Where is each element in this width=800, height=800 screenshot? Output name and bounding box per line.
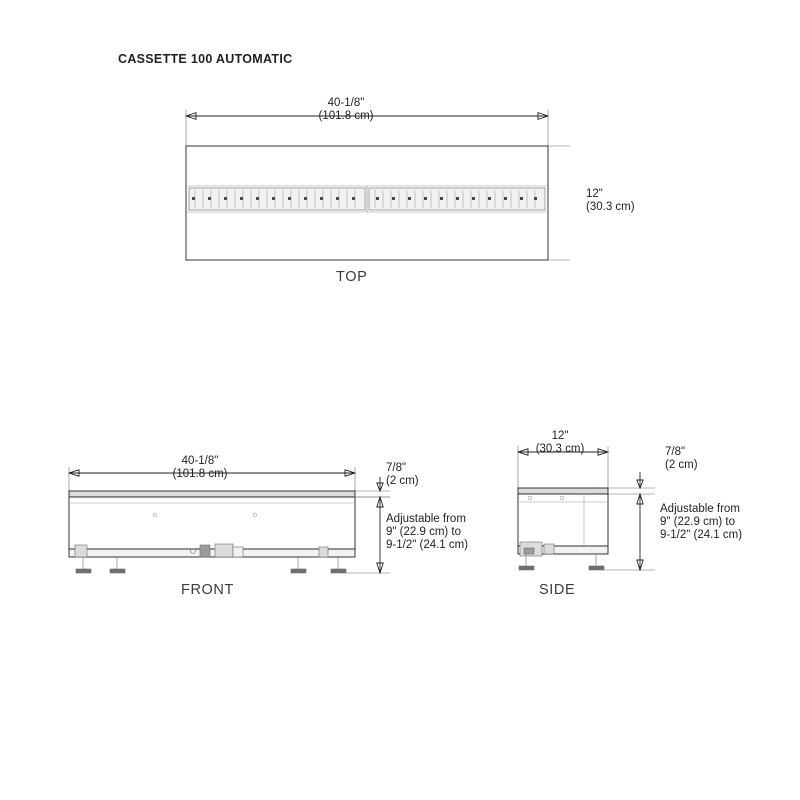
side-view-adjustable-note [660,503,780,542]
top-view-width-dimension [266,97,426,123]
side-view-adjustable-line3: 9-1/2" (24.1 cm) [660,529,743,541]
top-view-width-metric: (101.8 cm) [318,110,374,122]
side-view-top-dimension [665,446,735,472]
top-view-drawing [170,100,570,280]
top-view-height-metric: (30.3 cm) [586,201,635,213]
top-view-label: TOP [336,269,368,285]
front-view-top-dimension [386,462,456,488]
front-view-adjustable-note [386,513,496,552]
front-view-width-metric: (101.8 cm) [172,468,228,480]
side-view-top-imperial: 7/8" [665,446,686,458]
top-view-height-dimension [586,188,666,214]
side-view-width-metric: (30.3 cm) [535,443,585,455]
side-view-label: SIDE [539,582,576,598]
front-view-adjustable-line1: Adjustable from [386,513,466,525]
side-view-adjustable-line2: 9" (22.9 cm) to [660,516,736,528]
front-view-top-metric: (2 cm) [386,475,419,487]
page-title: CASSETTE 100 AUTOMATIC [118,52,293,66]
top-view-width-imperial: 40-1/8" [327,97,365,109]
front-view-label: FRONT [181,582,234,598]
side-view-drawing [500,432,680,597]
front-view-width-dimension [130,455,270,481]
side-view-width-dimension [515,430,605,456]
front-view-adjustable-line3: 9-1/2" (24.1 cm) [386,539,469,551]
side-view-width-imperial: 12" [551,430,569,442]
front-view-adjustable-line2: 9" (22.9 cm) to [386,526,462,538]
side-view-top-metric: (2 cm) [665,459,698,471]
top-view-height-imperial: 12" [586,188,603,200]
side-view-adjustable-line1: Adjustable from [660,503,740,515]
front-view-width-imperial: 40-1/8" [181,455,219,467]
front-view-top-imperial: 7/8" [386,462,407,474]
